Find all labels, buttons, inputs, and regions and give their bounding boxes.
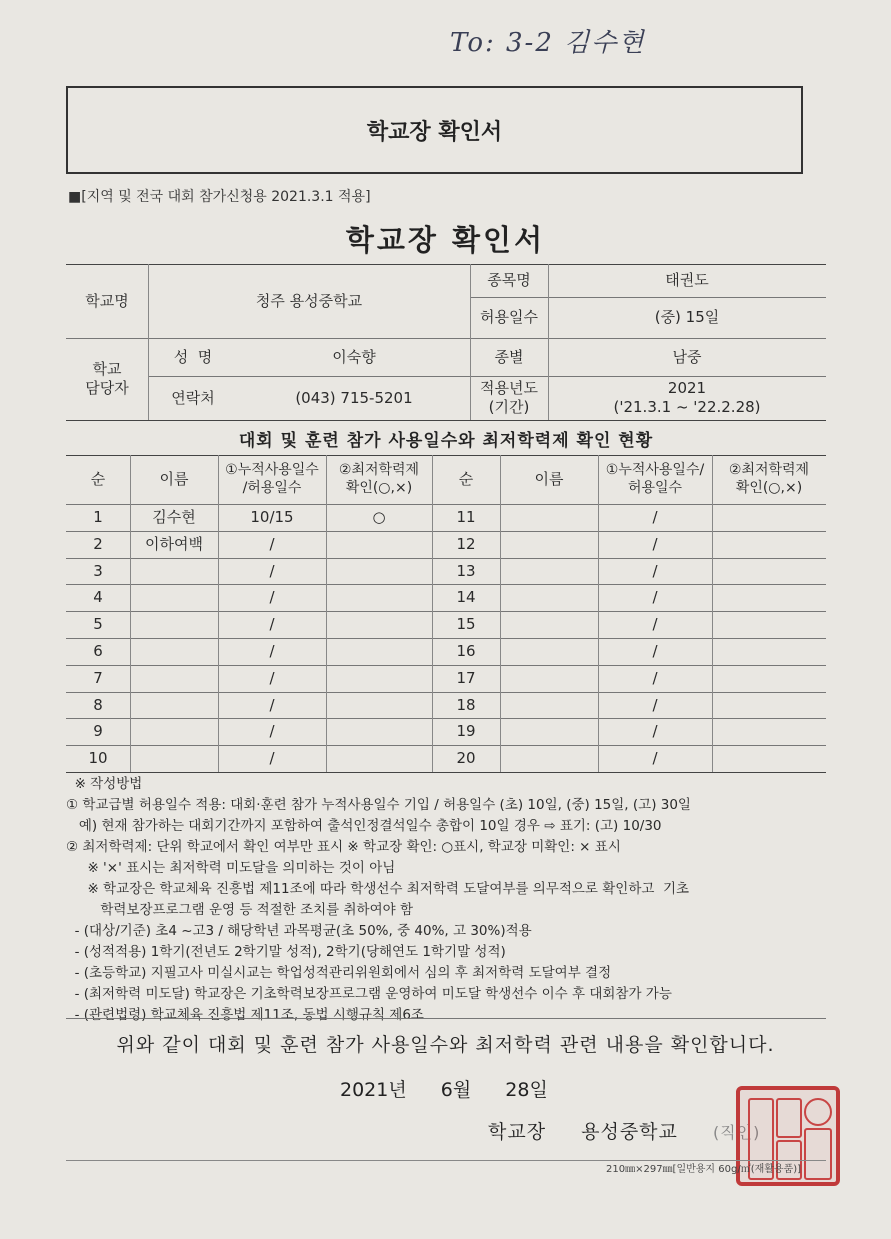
table-cell-days: / — [269, 588, 275, 607]
table-cell-no: 11 — [456, 508, 476, 527]
date-day: 28일 — [505, 1079, 548, 1101]
table-cell-acad — [712, 558, 826, 585]
table-cell-acad — [712, 665, 826, 692]
table-cell-name — [130, 638, 218, 665]
date-year: 2021년 — [340, 1079, 407, 1101]
instruction-line: - (최저학력 미도달) 학교장은 기초학력보장프로그램 운영하여 미도달 학생선수 이수 후 대회참가 가능 — [66, 986, 672, 1002]
table-cell-name — [500, 692, 598, 719]
table-cell-days: / — [269, 695, 275, 714]
table-cell-no: 10 — [88, 749, 108, 768]
contact-label: 연락처 — [171, 388, 215, 407]
table-cell-acad — [326, 692, 432, 719]
instruction-line: 학력보장프로그램 운영 등 적절한 조치를 취하여야 함 — [66, 902, 413, 918]
table-cell-acad — [326, 611, 432, 638]
table-cell-days: / — [269, 668, 275, 687]
allowed-days-value: (중) 15일 — [654, 308, 720, 327]
table-cell-acad — [712, 611, 826, 638]
handwritten-recipient-note: To: 3-2 김수현 — [450, 28, 646, 58]
table-cell-no: 1 — [93, 508, 103, 527]
event-label: 종목명 — [487, 271, 531, 290]
table-cell-days: / — [652, 534, 658, 553]
confirmation-statement: 위와 같이 대회 및 훈련 참가 사용일수와 최저학력 관련 내용을 확인합니다. — [116, 1034, 775, 1056]
header-no: 순 — [90, 470, 106, 489]
seal-mark: (직인) — [712, 1123, 761, 1142]
table-cell-acad — [326, 558, 432, 585]
table-cell-acad — [326, 718, 432, 745]
table-cell-days: / — [652, 561, 658, 580]
table-cell-days: / — [652, 642, 658, 661]
form-version-note: ■[지역 및 전국 대회 참가신청용 2021.3.1 적용] — [68, 189, 371, 205]
table-cell-no: 17 — [456, 668, 476, 687]
table-cell-no: 15 — [456, 615, 476, 634]
instruction-line: - (성적적용) 1학기(전년도 2학기말 성적), 2학기(당해연도 1학기말 성적) — [66, 944, 506, 960]
table-cell-no: 7 — [93, 668, 103, 687]
table-cell-no: 13 — [456, 561, 476, 580]
table-cell-name — [130, 692, 218, 719]
gender-value: 남중 — [672, 347, 702, 366]
header-days: ①누적사용일수 /허용일수 — [225, 462, 319, 496]
apply-year-label: 적용년도 (기간) — [480, 379, 538, 416]
signature-date — [340, 1075, 576, 1102]
paper-spec-footer: 210㎜×297㎜[일반용지 60g/㎡(재활용품)] — [606, 1164, 802, 1175]
writing-instructions — [66, 774, 826, 1026]
header-name: 이름 — [159, 470, 189, 489]
table-cell-no: 3 — [93, 561, 103, 580]
table-cell-acad — [326, 638, 432, 665]
table-cell-days: / — [269, 642, 275, 661]
table-cell-days: / — [269, 749, 275, 768]
manager-label: 학교 담당자 — [85, 360, 129, 397]
table-cell-days: / — [652, 749, 658, 768]
table-cell-name — [130, 665, 218, 692]
table-cell-acad — [712, 692, 826, 719]
table-cell-name — [500, 531, 598, 558]
top-title-box — [66, 86, 803, 174]
date-month: 6월 — [440, 1079, 472, 1101]
table-cell-acad — [712, 504, 826, 531]
header-academic-2: ②최저학력제 확인(○,×) — [728, 462, 810, 496]
table-cell-acad — [712, 638, 826, 665]
table-cell-no: 14 — [456, 588, 476, 607]
instruction-line: ② 최저학력제: 단위 학교에서 확인 여부만 표시 ※ 학교장 확인: ○표시, 학교장 미확인: × 표시 — [66, 839, 621, 855]
table-cell-name — [500, 611, 598, 638]
table-cell-days: / — [652, 615, 658, 634]
instruction-line: ※ 작성방법 — [66, 776, 143, 792]
table-cell-name — [500, 665, 598, 692]
instruction-line: - (관련법령) 학교체육 진흥법 제11조, 동법 시행규칙 제6조 — [66, 1007, 424, 1023]
header-no-2: 순 — [458, 470, 474, 489]
table-cell-acad — [712, 718, 826, 745]
table-cell-no: 5 — [93, 615, 103, 634]
instruction-line: - (초등학교) 지필고사 미실시교는 학업성적관리위원회에서 심의 후 최저학력 도달여부 결정 — [66, 965, 612, 981]
gender-label: 종별 — [494, 347, 524, 366]
table-cell-days: / — [652, 588, 658, 607]
table-cell-no: 20 — [456, 749, 476, 768]
table-cell-no: 16 — [456, 642, 476, 661]
table-cell-acad — [712, 531, 826, 558]
manager-name-label: 성 명 — [173, 347, 213, 366]
table-cell-name: 김수현 — [152, 508, 196, 527]
event-value: 태권도 — [665, 271, 709, 290]
table-cell-days: / — [652, 722, 658, 741]
contact-value: (043) 715-5201 — [295, 388, 413, 407]
table-cell-acad — [326, 665, 432, 692]
table-cell-no: 4 — [93, 588, 103, 607]
table-cell-name — [130, 745, 218, 772]
table-cell-name — [130, 558, 218, 585]
table-cell-days: / — [652, 668, 658, 687]
table-cell-acad: ○ — [372, 508, 386, 527]
table-cell-no: 6 — [93, 642, 103, 661]
table-cell-days: 10/15 — [250, 508, 294, 527]
table-cell-acad — [326, 531, 432, 558]
table-cell-acad — [712, 584, 826, 611]
main-title: 학교장 확인서 — [345, 223, 546, 257]
instruction-line: - (대상/기준) 초4 ~고3 / 해당학년 과목평균(초 50%, 중 40%, 고 30%)적용 — [66, 923, 532, 939]
table-cell-acad — [326, 745, 432, 772]
table-cell-no: 9 — [93, 722, 103, 741]
allowed-days-label: 허용일수 — [480, 308, 538, 327]
school-value: 청주 용성중학교 — [255, 291, 363, 310]
table-cell-days: / — [269, 561, 275, 580]
table-cell-acad — [326, 584, 432, 611]
table-cell-days: / — [269, 722, 275, 741]
table-cell-name — [130, 611, 218, 638]
table-cell-name — [500, 584, 598, 611]
table-cell-name — [130, 584, 218, 611]
school-label: 학교명 — [85, 291, 129, 310]
table-cell-name — [130, 718, 218, 745]
instruction-line: ① 학교급별 허용일수 적용: 대회·훈련 참가 누적사용일수 기입 / 허용일수 (초) 10일, (중) 15일, (고) 30일 — [66, 797, 691, 813]
instruction-line: ※ 학교장은 학교체육 진흥법 제11조에 따라 학생선수 최저학력 도달여부를 의무적으로 확인하고 기초 — [66, 881, 690, 897]
instruction-line: 예) 현재 참가하는 대회기간까지 포함하여 출석인정결석일수 총합이 10일 경우 ⇨ 표기: (고) 10/30 — [66, 818, 662, 834]
section-title: 대회 및 훈련 참가 사용일수와 최저학력제 확인 현황 — [238, 431, 654, 451]
table-cell-name — [500, 558, 598, 585]
table-cell-name: 이하여백 — [145, 534, 203, 553]
table-cell-days: / — [269, 534, 275, 553]
table-cell-acad — [712, 745, 826, 772]
table-cell-days: / — [269, 615, 275, 634]
apply-year-value: 2021 ('21.3.1 ~ '22.2.28) — [613, 379, 761, 416]
header-academic: ②최저학력제 확인(○,×) — [338, 462, 420, 496]
principal-school: 용성중학교 — [581, 1121, 678, 1143]
table-cell-no: 2 — [93, 534, 103, 553]
header-name-2: 이름 — [534, 470, 564, 489]
principal-role: 학교장 — [488, 1121, 547, 1143]
table-cell-days: / — [652, 508, 658, 527]
top-title: 학교장 확인서 — [366, 119, 503, 145]
instruction-line: ※ '×' 표시는 최저학력 미도달을 의미하는 것이 아님 — [66, 860, 396, 876]
table-cell-name — [500, 638, 598, 665]
manager-name-value: 이숙향 — [332, 347, 376, 366]
table-cell-no: 18 — [456, 695, 476, 714]
table-cell-no: 19 — [456, 722, 476, 741]
table-cell-name — [500, 745, 598, 772]
table-cell-no: 12 — [456, 534, 476, 553]
table-cell-name — [500, 504, 598, 531]
table-cell-days: / — [652, 695, 658, 714]
table-cell-no: 8 — [93, 695, 103, 714]
table-cell-name — [500, 718, 598, 745]
header-days-2: ①누적사용일수/ 허용일수 — [605, 462, 705, 496]
